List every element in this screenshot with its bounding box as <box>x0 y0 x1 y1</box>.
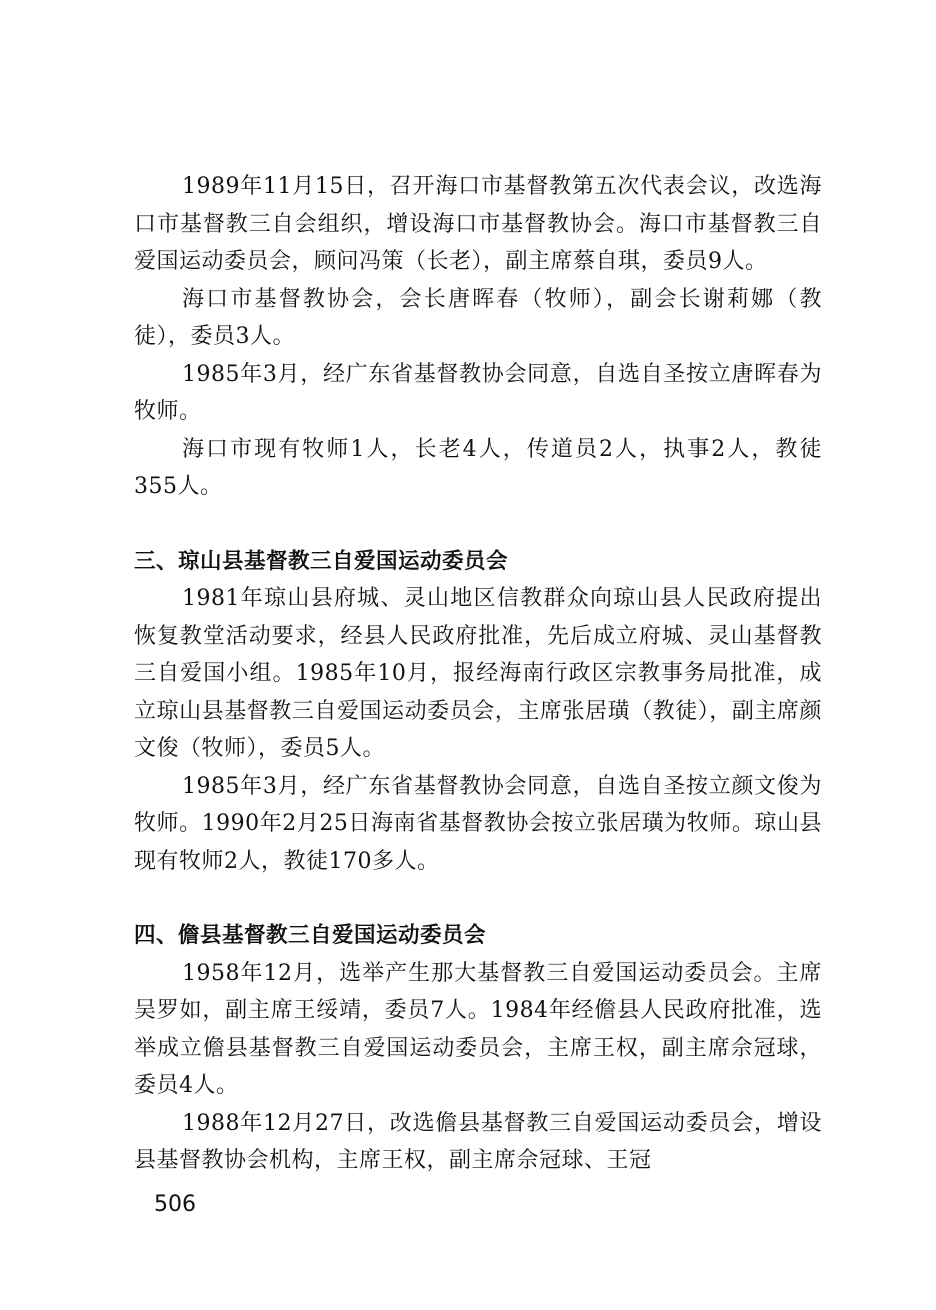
section-heading-qiongshan: 三、琼山县基督教三自爱国运动委员会 <box>134 548 509 574</box>
paragraph-haikou-current: 海口市现有牧师1人，长老4人，传道员2人，执事2人，教徒355人。 <box>134 436 822 499</box>
paragraph-qiongshan-1985: 1985年3月，经广东省基督教协会同意，自选自圣按立颜文俊为牧师。1990年2月25日海南省基督教协会按立张居璜为牧师。琼山县现有牧师2人，教徒170多人。 <box>134 773 822 874</box>
paragraph-haikou-1985: 1985年3月，经广东省基督教协会同意，自选自圣按立唐晖春为牧师。 <box>134 361 822 424</box>
section-gap <box>134 506 822 543</box>
paragraph-haikou-1989: 1989年11月15日，召开海口市基督教第五次代表会议，改选海口市基督教三自会组织，增设海口市基督教协会。海口市基督教三自爱国运动委员会，顾问冯策（长老），副主席蔡自琪，委员9人。 <box>134 174 822 274</box>
body-text <box>134 168 822 1180</box>
paragraph-haikou-association: 海口市基督教协会，会长唐晖春（牧师），副会长谢莉娜（教徒），委员3人。 <box>134 286 822 349</box>
paragraph-danxian-1958: 1958年12月，选举产生那大基督教三自爱国运动委员会。主席吴罗如，副主席王绥靖，委员7人。1984年经儋县人民政府批准，选举成立儋县基督教三自爱国运动委员会，主席王权，副主席佘冠球，委员4人。 <box>134 960 822 1098</box>
section-gap <box>134 880 822 917</box>
page-number: 506 <box>154 1192 196 1217</box>
section-heading-danxian: 四、儋县基督教三自爱国运动委员会 <box>134 923 487 948</box>
paragraph-danxian-1988: 1988年12月27日，改选儋县基督教三自爱国运动委员会，增设县基督教协会机构，主席王权，副主席佘冠球、王冠 <box>134 1110 822 1173</box>
paragraph-qiongshan-1981: 1981年琼山县府城、灵山地区信教群众向琼山县人民政府提出恢复教堂活动要求，经县人民政府批准，先后成立府城、灵山基督教三自爱国小组。1985年10月，报经海南行政区宗教事务局批准，成立琼山县基督教三自爱国运动委员会，主席张居璜（教徒），副主席颜文俊（牧师），委员5人。 <box>134 586 822 761</box>
